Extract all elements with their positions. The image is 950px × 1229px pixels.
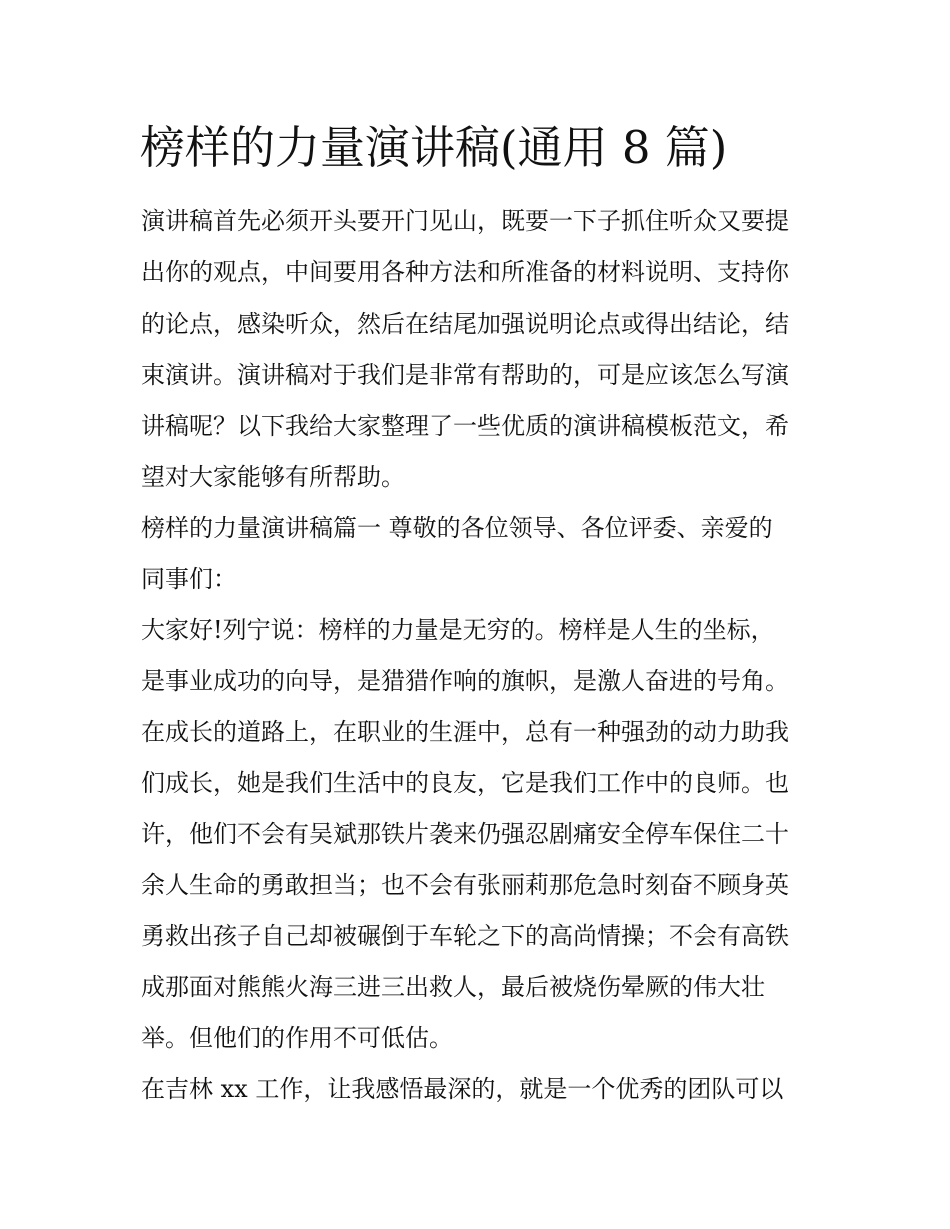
paragraph-line: 是事业成功的向导，是猎猎作响的旗帜，是激人奋进的号角。 (141, 667, 789, 695)
paragraph-line: 们成长，她是我们生活中的良友，它是我们工作中的良师。也 (141, 769, 789, 797)
paragraph-line: 束演讲。演讲稿对于我们是非常有帮助的，可是应该怎么写演 (141, 361, 789, 389)
document-title: 榜样的力量演讲稿(通用 8 篇) (140, 121, 728, 174)
paragraph-line: 讲稿呢？以下我给大家整理了一些优质的演讲稿模板范文，希 (141, 412, 789, 440)
paragraph-line: 大家好!列宁说：榜样的力量是无穷的。榜样是人生的坐标， (141, 616, 775, 644)
paragraph-line: 出你的观点，中间要用各种方法和所准备的材料说明、支持你 (141, 258, 789, 286)
paragraph-line: 榜样的力量演讲稿篇一 尊敬的各位领导、各位评委、亲爱的 (141, 514, 773, 542)
paragraph-line: 同事们： (141, 565, 237, 593)
paragraph-line: 在吉林 xx 工作，让我感悟最深的，就是一个优秀的团队可以 (141, 1075, 784, 1103)
paragraph-line: 成那面对熊熊火海三进三出救人，最后被烧伤晕厥的伟大壮 (141, 973, 765, 1001)
paragraph-line: 演讲稿首先必须开头要开门见山，既要一下子抓住听众又要提 (141, 207, 789, 235)
paragraph-line: 余人生命的勇敢担当；也不会有张丽莉那危急时刻奋不顾身英 (141, 871, 789, 899)
paragraph-line: 许，他们不会有吴斌那铁片袭来仍强忍剧痛安全停车保住二十 (141, 820, 789, 848)
paragraph-line: 在成长的道路上，在职业的生涯中，总有一种强劲的动力助我 (141, 718, 789, 746)
paragraph-line: 举。但他们的作用不可低估。 (141, 1024, 453, 1052)
paragraph-line: 望对大家能够有所帮助。 (141, 463, 405, 491)
paragraph-line: 勇救出孩子自己却被碾倒于车轮之下的高尚情操；不会有高铁 (141, 922, 789, 950)
paragraph-line: 的论点，感染听众，然后在结尾加强说明论点或得出结论，结 (141, 310, 789, 338)
